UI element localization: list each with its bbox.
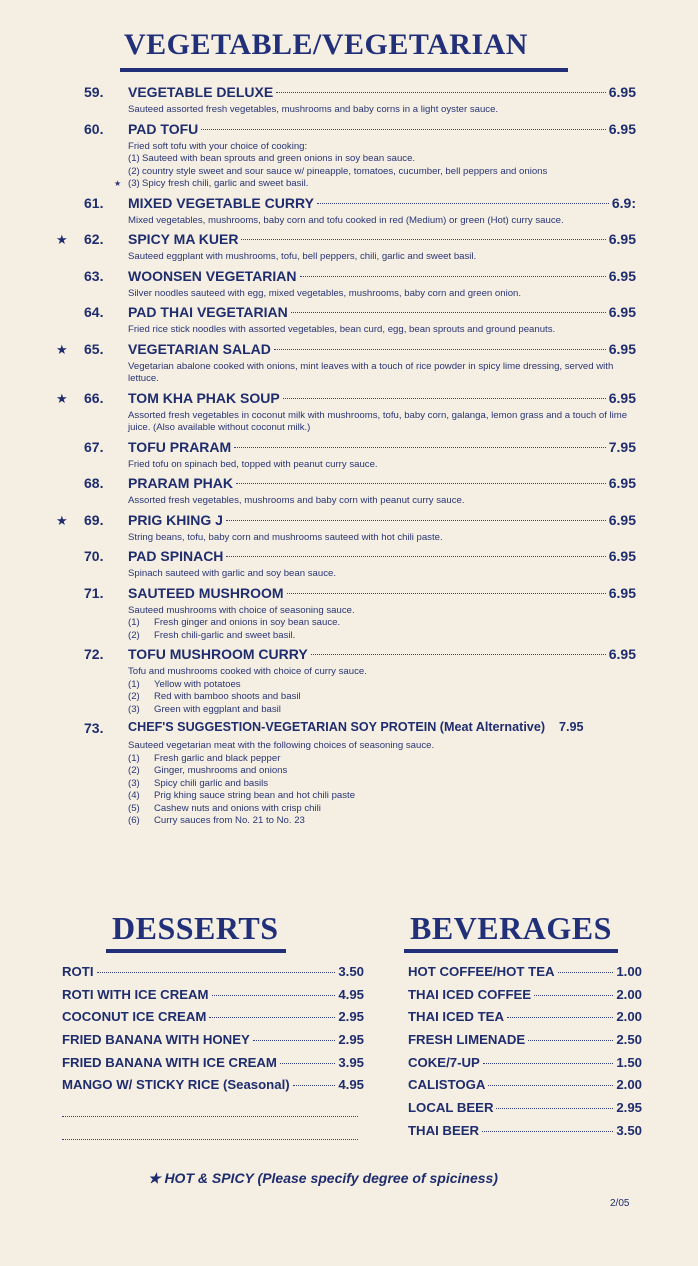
item-title-line: [128, 121, 636, 137]
item-option: [128, 166, 636, 179]
menu-item-header: [52, 268, 636, 287]
item-price: 6.95: [608, 584, 636, 601]
item-name: HOT COFFEE/HOT TEA: [408, 964, 555, 979]
item-option: [128, 803, 636, 816]
option-number: (4): [128, 790, 140, 801]
item-description: [128, 251, 636, 264]
item-description: [128, 324, 636, 337]
item-price: 6.95: [608, 475, 636, 491]
menu-item-header: [52, 439, 636, 458]
dot-leader: [507, 1017, 613, 1018]
item-price: 4.95: [338, 1077, 364, 1093]
dot-leader: [62, 1116, 358, 1117]
dot-leader: [62, 1139, 358, 1140]
item-name: CALISTOGA: [408, 1077, 486, 1093]
menu-item-header: [52, 195, 636, 214]
item-name: COCONUT ICE CREAM: [62, 1009, 207, 1025]
item-number: 73.: [84, 720, 104, 736]
spicy-star-icon: ★: [56, 341, 68, 357]
item-name: FRIED BANANA WITH HONEY: [62, 1032, 250, 1048]
item-title-line: [128, 195, 636, 211]
beverages-row: [408, 1055, 642, 1078]
menu-item-header: [52, 720, 636, 739]
option-number: (1): [128, 752, 140, 764]
item-price: 6.95: [608, 304, 636, 320]
dot-leader: [496, 1108, 613, 1109]
item-description: [128, 495, 636, 508]
item-title-line: [128, 646, 636, 662]
option-number: (2): [128, 691, 140, 702]
item-name: THAI BEER: [408, 1122, 480, 1138]
beverages-row: [408, 1100, 642, 1123]
item-description: [114, 140, 636, 191]
dot-leader: [293, 1085, 336, 1086]
option-number: (6): [128, 815, 140, 826]
dot-leader: [212, 995, 336, 996]
beverages-section-title: BEVERAGES: [410, 910, 612, 946]
item-description: [128, 459, 636, 472]
item-description-text: Assorted fresh vegetables in coconut milk with mushrooms, tofu, baby corn, galanga, lemon grass and a touch of lime juice. (Also available without coconut milk.): [128, 409, 628, 433]
item-description-text: Sauteed vegetarian meat with the following choices of seasoning sauce.: [128, 740, 435, 751]
option-number: (5): [128, 802, 140, 814]
item-number: 71.: [84, 584, 104, 601]
item-number: 66.: [84, 389, 104, 406]
dot-leader: [274, 349, 606, 350]
item-option: [128, 630, 636, 643]
option-number: (3): [128, 178, 140, 189]
item-price: 6.95: [608, 84, 636, 100]
beverages-row: [408, 1077, 642, 1100]
option-text: Spicy fresh chili, garlic and sweet basil.: [142, 178, 309, 189]
option-number: (1): [128, 617, 140, 628]
menu-item: [52, 646, 636, 716]
menu-item-header: [52, 646, 636, 665]
item-price: 6.95: [608, 267, 636, 284]
menu-item: [52, 121, 636, 191]
item-name: FRIED BANANA WITH ICE CREAM: [62, 1054, 277, 1070]
desserts-row: [62, 987, 364, 1010]
item-title-line: [128, 84, 636, 100]
item-name: COKE/7-UP: [408, 1054, 480, 1070]
item-price: 6.95: [608, 646, 636, 662]
dot-leader: [291, 312, 606, 313]
dot-leader: [209, 1017, 335, 1018]
beverages-row: [408, 1032, 642, 1055]
dot-leader: [311, 654, 606, 655]
item-description-text: Sauteed mushrooms with choice of seasoning sauce.: [128, 604, 355, 616]
item-price: 3.50: [616, 1122, 642, 1138]
option-text: Green with eggplant and basil: [154, 703, 281, 715]
item-price: 6.95: [608, 548, 636, 564]
dot-leader: [488, 1085, 613, 1086]
item-name: TOFU MUSHROOM CURRY: [128, 646, 308, 662]
item-name: WOONSEN VEGETARIAN: [128, 267, 297, 284]
desserts-row: [62, 964, 364, 987]
item-price: 1.00: [616, 964, 642, 979]
item-name: PRIG KHING J: [128, 511, 223, 528]
dot-leader: [276, 92, 606, 93]
item-title-line: [128, 390, 636, 406]
menu-item: [52, 231, 636, 264]
item-price: 1.50: [616, 1054, 642, 1070]
item-number: 59.: [84, 84, 104, 100]
menu-item: [52, 548, 636, 581]
item-description-text: Vegetarian abalone cooked with onions, mint leaves with a touch of rice powder in spicy lime dressing, served with lettuce.: [128, 360, 614, 384]
dot-leader: [482, 1131, 613, 1132]
item-price: 2.50: [616, 1032, 642, 1048]
item-name: TOFU PRARAM: [128, 438, 232, 455]
item-price: 6.95: [608, 340, 636, 357]
item-description-text: Fried tofu on spinach bed, topped with peanut curry sauce.: [128, 458, 378, 470]
dot-leader: [534, 995, 613, 996]
menu-item: [52, 341, 636, 386]
item-title-line: [128, 439, 636, 455]
option-number: (2): [128, 765, 140, 776]
item-title-line: [128, 548, 636, 564]
dot-leader: [253, 1040, 336, 1041]
menu-item-header: [52, 548, 636, 567]
desserts-title-rule: [106, 949, 286, 953]
item-description-text: String beans, tofu, baby corn and mushrooms sauteed with hot chili paste.: [128, 531, 443, 543]
item-number: 60.: [84, 120, 104, 137]
item-option: [128, 753, 636, 766]
blank-dotted-line: [62, 1100, 364, 1123]
item-price: 2.00: [616, 1077, 642, 1093]
item-description-text: Sauteed assorted fresh vegetables, mushrooms and baby corns in a light oyster sauce.: [128, 104, 499, 115]
menu-item: [52, 475, 636, 508]
item-price: 2.95: [616, 1100, 642, 1116]
item-description-text: Fried rice stick noodles with assorted vegetables, bean curd, egg, bean sprouts and ground peanuts.: [128, 324, 556, 335]
dot-leader: [226, 556, 605, 557]
item-name: SAUTEED MUSHROOM: [128, 584, 284, 601]
menu-item: [52, 390, 636, 435]
dot-leader: [283, 398, 606, 399]
beverages-title-rule: [404, 949, 618, 953]
item-price: 6.95: [608, 120, 636, 137]
vegetarian-item-list: [52, 84, 636, 832]
item-name: VEGETARIAN SALAD: [128, 340, 271, 357]
bullet-star-icon: ★: [114, 179, 122, 188]
dot-leader: [280, 1063, 335, 1064]
menu-item: [52, 268, 636, 301]
item-description-text: Assorted fresh vegetables, mushrooms and baby corn with peanut curry sauce.: [128, 495, 465, 506]
menu-item-header: [52, 121, 636, 140]
dot-leader: [287, 593, 606, 594]
option-text: Ginger, mushrooms and onions: [154, 765, 288, 776]
item-price: 6.95: [608, 389, 636, 406]
dot-leader: [241, 239, 605, 240]
item-option: [128, 691, 636, 704]
item-number: 68.: [84, 475, 104, 491]
item-option: [128, 765, 636, 778]
item-description-text: Fried soft tofu with your choice of cooking:: [128, 140, 308, 152]
menu-item-header: [52, 512, 636, 531]
item-name: PAD THAI VEGETARIAN: [128, 304, 288, 320]
option-number: (2): [128, 165, 140, 177]
item-title-line: [128, 475, 636, 491]
item-option: [128, 679, 636, 692]
item-price: 2.95: [338, 1009, 364, 1025]
menu-item-header: [52, 390, 636, 409]
item-option: [128, 790, 636, 803]
dot-leader: [236, 483, 606, 484]
item-price: 2.00: [616, 986, 642, 1002]
menu-item-header: [52, 84, 636, 103]
vegetarian-section-title: VEGETABLE/VEGETARIAN: [124, 28, 528, 61]
item-title-line: [128, 231, 636, 247]
beverages-row: [408, 1009, 642, 1032]
item-option: [128, 778, 636, 791]
item-name: MIXED VEGETABLE CURRY: [128, 194, 314, 211]
desserts-list: [62, 964, 364, 1146]
menu-item-header: [52, 304, 636, 323]
item-name: THAI ICED COFFEE: [408, 986, 532, 1002]
item-number: 64.: [84, 304, 104, 320]
item-option: [128, 617, 636, 630]
option-number: (3): [128, 777, 140, 789]
item-name: CHEF'S SUGGESTION-VEGETARIAN SOY PROTEIN (Meat Alternative): [128, 720, 546, 734]
item-option: [114, 178, 636, 191]
desserts-row: [62, 1032, 364, 1055]
item-name: VEGETABLE DELUXE: [128, 84, 274, 100]
item-price: 2.00: [616, 1009, 642, 1025]
spicy-star-icon: ★: [56, 232, 68, 247]
item-name: PRARAM PHAK: [128, 475, 233, 491]
menu-item-header: [52, 231, 636, 250]
beverages-list: [408, 964, 642, 1146]
item-name: THAI ICED TEA: [408, 1009, 504, 1025]
menu-item: [52, 512, 636, 545]
dot-leader: [300, 276, 606, 277]
option-text: Yellow with potatoes: [154, 678, 241, 690]
item-number: 69.: [84, 511, 104, 528]
vegetarian-title-rule: [120, 68, 568, 72]
item-name: ROTI WITH ICE CREAM: [62, 986, 209, 1002]
option-text: Cashew nuts and onions with crisp chili: [154, 802, 321, 814]
menu-item: [52, 439, 636, 472]
option-text: Spicy chili garlic and basils: [154, 777, 269, 789]
desserts-row: [62, 1077, 364, 1100]
item-title-line: [128, 512, 636, 528]
menu-item: [52, 585, 636, 643]
item-description: [128, 104, 636, 117]
desserts-row: [62, 1009, 364, 1032]
option-number: (3): [128, 703, 140, 715]
spicy-star-icon: ★: [56, 390, 68, 406]
option-number: (1): [128, 678, 140, 690]
desserts-row: [62, 1055, 364, 1078]
item-title-line: [128, 720, 636, 734]
option-number: (2): [128, 629, 140, 641]
item-number: 67.: [84, 438, 104, 455]
item-option: [128, 815, 636, 828]
item-title-line: [128, 341, 636, 357]
item-title-line: [128, 585, 636, 601]
item-number: 70.: [84, 548, 104, 564]
item-description: [128, 740, 636, 828]
item-price: 6.95: [608, 511, 636, 528]
item-description: [128, 605, 636, 643]
menu-item: [52, 304, 636, 337]
dot-leader: [528, 1040, 613, 1041]
item-price: 6.95: [608, 231, 636, 247]
item-number: 62.: [84, 231, 104, 247]
item-number: 65.: [84, 340, 104, 357]
item-description-text: Tofu and mushrooms cooked with choice of curry sauce.: [128, 666, 367, 677]
item-description: [128, 215, 636, 228]
option-text: country style sweet and sour sauce w/ pineapple, tomatoes, cucumber, bell peppers and onions: [142, 165, 548, 177]
item-price: 3.50: [338, 964, 364, 979]
item-price: 7.95: [608, 438, 636, 455]
blank-dotted-line: [62, 1123, 364, 1146]
item-name: PAD TOFU: [128, 120, 199, 137]
dot-leader: [226, 520, 606, 521]
item-description: [128, 568, 636, 581]
dot-leader: [234, 447, 606, 448]
desserts-section-title: DESSERTS: [112, 910, 279, 946]
item-name: MANGO W/ STICKY RICE (Seasonal): [62, 1077, 290, 1093]
menu-item-header: [52, 341, 636, 360]
item-description: [128, 532, 636, 545]
option-text: Curry sauces from No. 21 to No. 23: [154, 815, 305, 826]
item-option: [128, 153, 636, 166]
item-description-text: Silver noodles sauteed with egg, mixed vegetables, mushrooms, baby corn and green onion.: [128, 287, 522, 299]
item-name: LOCAL BEER: [408, 1100, 494, 1116]
item-title-line: [128, 268, 636, 284]
item-name: ROTI: [62, 964, 94, 979]
option-text: Fresh ginger and onions in soy bean sauce.: [154, 617, 341, 628]
item-description: [128, 288, 636, 301]
item-number: 63.: [84, 267, 104, 284]
option-text: Sauteed with bean sprouts and green onions in soy bean sauce.: [142, 153, 416, 164]
option-number: (1): [128, 153, 140, 164]
item-price: 3.95: [338, 1054, 364, 1070]
item-name: SPICY MA KUER: [128, 231, 239, 247]
menu-item: [52, 195, 636, 228]
beverages-row: [408, 1123, 642, 1146]
item-option: [128, 704, 636, 717]
dot-leader: [483, 1063, 614, 1064]
menu-item-header: [52, 475, 636, 494]
option-text: Fresh chili-garlic and sweet basil.: [154, 629, 296, 641]
item-price: 6.9:: [611, 194, 636, 211]
item-price: 7.95: [559, 720, 584, 734]
beverages-row: [408, 964, 642, 987]
menu-item: [52, 720, 636, 828]
dot-leader: [317, 203, 609, 204]
beverages-row: [408, 987, 642, 1010]
spicy-footnote: ★ HOT & SPICY (Please specify degree of spiciness): [148, 1170, 498, 1186]
menu-item-header: [52, 585, 636, 604]
item-name: PAD SPINACH: [128, 548, 224, 564]
item-description: [128, 361, 636, 386]
item-description: [128, 410, 636, 435]
item-price: 2.95: [338, 1032, 364, 1048]
dot-leader: [97, 972, 336, 973]
spicy-star-icon: ★: [56, 512, 68, 528]
menu-item: [52, 84, 636, 117]
item-description: [128, 666, 636, 716]
item-price: 4.95: [338, 986, 364, 1002]
item-description-text: Mixed vegetables, mushrooms, baby corn and tofu cooked in red (Medium) or green (Hot) curry sauce.: [128, 214, 564, 226]
dot-leader: [201, 129, 605, 130]
item-title-line: [128, 304, 636, 320]
item-name: TOM KHA PHAK SOUP: [128, 389, 280, 406]
option-text: Prig khing sauce string bean and hot chili paste: [154, 790, 356, 801]
item-number: 61.: [84, 194, 104, 211]
page-code: 2/05: [610, 1198, 630, 1209]
item-description-text: Sauteed eggplant with mushrooms, tofu, bell peppers, chili, garlic and sweet basil.: [128, 251, 477, 262]
dot-leader: [558, 972, 614, 973]
item-number: 72.: [84, 646, 104, 662]
option-text: Red with bamboo shoots and basil: [154, 691, 301, 702]
item-name: FRESH LIMENADE: [408, 1032, 526, 1048]
option-text: Fresh garlic and black pepper: [154, 752, 281, 764]
item-description-text: Spinach sauteed with garlic and soy bean sauce.: [128, 568, 336, 579]
